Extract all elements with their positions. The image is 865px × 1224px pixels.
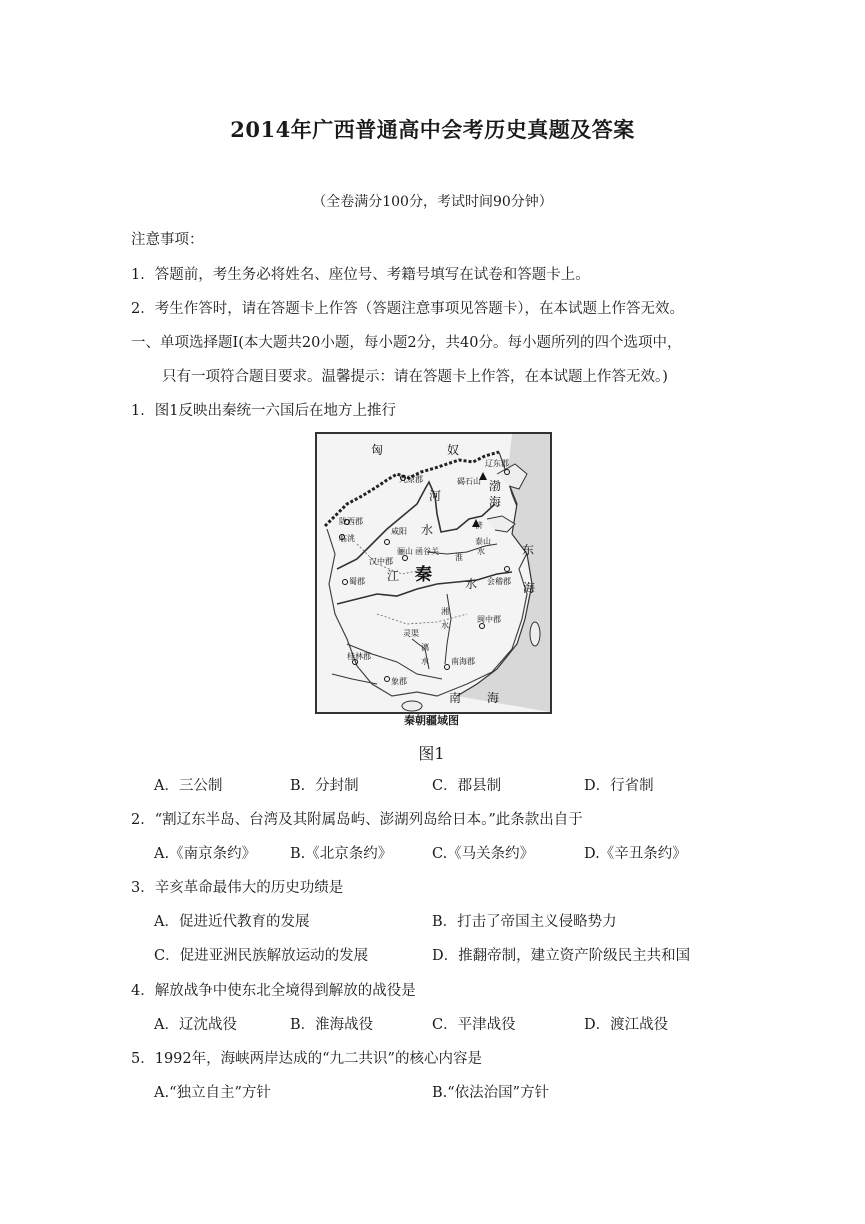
figure-label: 图1: [418, 744, 445, 763]
map-label-nu: 奴: [447, 443, 460, 457]
q3-option-d: D．推翻帝制，建立资产阶级民主共和国: [432, 948, 691, 964]
map-label-xiangjun: 象郡: [391, 677, 407, 686]
page-title: 2014年广西普通高中会考历史真题及答案: [230, 117, 635, 142]
map-label-hai: 海: [489, 495, 502, 509]
map-label-jiuyuan: 九原郡: [399, 475, 423, 484]
q3-option-b: B．打击了帝国主义侵略势力: [432, 914, 617, 930]
map-label-lingqu: 灵渠: [403, 629, 419, 638]
map-label-nanhaijun: 南海郡: [451, 657, 475, 666]
map-label-liaodong: 辽东郡: [485, 459, 509, 468]
map-label-guilin: 桂林郡: [347, 652, 371, 661]
map-label-xiongnu: 匈: [371, 443, 384, 457]
question-2-stem: 2．“割辽东半岛、台湾及其附属岛屿、澎湖列岛给日本。”此条款出自于: [131, 812, 583, 828]
notice-item-1: 1．答题前，考生务必将姓名、座位号、考籍号填写在试卷和答题卡上。: [131, 267, 590, 283]
q2-option-d: D.《辛丑条约》: [584, 846, 687, 862]
map-label-kuaiji: 会稽郡: [487, 577, 511, 586]
map-label-hanguguan: 函谷关: [415, 547, 439, 556]
map-label-shu: 蜀郡: [349, 577, 365, 586]
q4-option-c: C．平津战役: [432, 1017, 516, 1033]
map-label-shui4: 水: [441, 621, 449, 630]
q3-option-a: A．促进近代教育的发展: [154, 914, 310, 930]
map-label-hai3: 海: [487, 691, 500, 705]
question-3-stem: 3．辛亥革命最伟大的历史功绩是: [131, 880, 344, 896]
q4-option-b: B．淮海战役: [290, 1017, 374, 1033]
question-1-stem: 1．图1反映出秦统一六国后在地方上推行: [131, 403, 396, 419]
question-5-stem: 5．1992年，海峡两岸达成的“九二共识”的核心内容是: [131, 1051, 482, 1067]
map-label-xianyang: 咸阳: [391, 527, 407, 536]
map-label-jiang: 江: [387, 569, 400, 583]
map-label-bo: 渤: [489, 479, 502, 493]
map-label-taishan: 泰山: [475, 537, 491, 546]
map-label-shui5: 水: [421, 657, 429, 666]
q1-option-c: C．郡县制: [432, 778, 502, 794]
q2-option-a: A.《南京条约》: [154, 846, 257, 862]
notice-heading: 注意事项：: [131, 232, 204, 248]
q5-option-a: A.“独立自主”方针: [154, 1085, 271, 1101]
section-heading: 一、单项选择题Ⅰ(本大题共20小题，每小题2分，共40分。每小题所列的四个选项中，: [131, 335, 682, 351]
map-label-minzhong: 闽中郡: [477, 615, 501, 624]
map-label-ji: 济: [475, 521, 483, 530]
map-label-hanzhong: 汉中郡: [369, 557, 393, 566]
map-label-he: 河: [429, 489, 442, 503]
map-label-xiang: 湘: [441, 607, 449, 616]
map-label-li: 漓: [421, 643, 429, 652]
q3-option-c: C．促进亚洲民族解放运动的发展: [154, 948, 369, 964]
q2-option-b: B.《北京条约》: [290, 846, 393, 862]
map-label-qin: 秦: [415, 565, 432, 585]
map-caption: 秦朝疆域图: [404, 714, 459, 727]
map-label-shui2: 水: [477, 547, 485, 556]
question-4-stem: 4．解放战争中使东北全境得到解放的战役是: [131, 983, 416, 999]
notice-item-2: 2．考生作答时，请在答题卡上作答（答题注意事项见答题卡），在本试题上作答无效。: [131, 301, 684, 317]
map-label-huai: 淮: [455, 553, 463, 562]
exam-info: （全卷满分100分，考试时间90分钟）: [312, 194, 553, 210]
q5-option-b: B.“依法治国”方针: [432, 1085, 550, 1101]
map-label-dong: 东: [522, 543, 535, 557]
q4-option-d: D．渡江战役: [584, 1017, 669, 1033]
map-label-nan: 南: [449, 691, 462, 705]
q1-option-b: B．分封制: [290, 778, 359, 794]
q1-option-a: A．三公制: [154, 778, 223, 794]
section-heading-cont: 只有一项符合题目要求。温馨提示：请在答题卡上作答，在本试题上作答无效。): [162, 369, 668, 385]
q2-option-c: C.《马关条约》: [432, 846, 535, 862]
qin-territory-map: [315, 432, 552, 714]
map-label-lintao: 临洮: [339, 534, 355, 543]
map-graphic: [317, 434, 550, 712]
map-label-shui1: 水: [421, 523, 434, 537]
q4-option-a: A．辽沈战役: [154, 1017, 237, 1033]
q1-option-d: D．行省制: [584, 778, 654, 794]
map-label-shui3: 水: [465, 577, 478, 591]
map-label-jieshi: 碣石山: [457, 477, 481, 486]
map-label-hai2: 海: [523, 581, 536, 595]
map-label-longxi: 陇西郡: [339, 517, 363, 526]
map-label-lishan: 骊山: [397, 547, 413, 556]
